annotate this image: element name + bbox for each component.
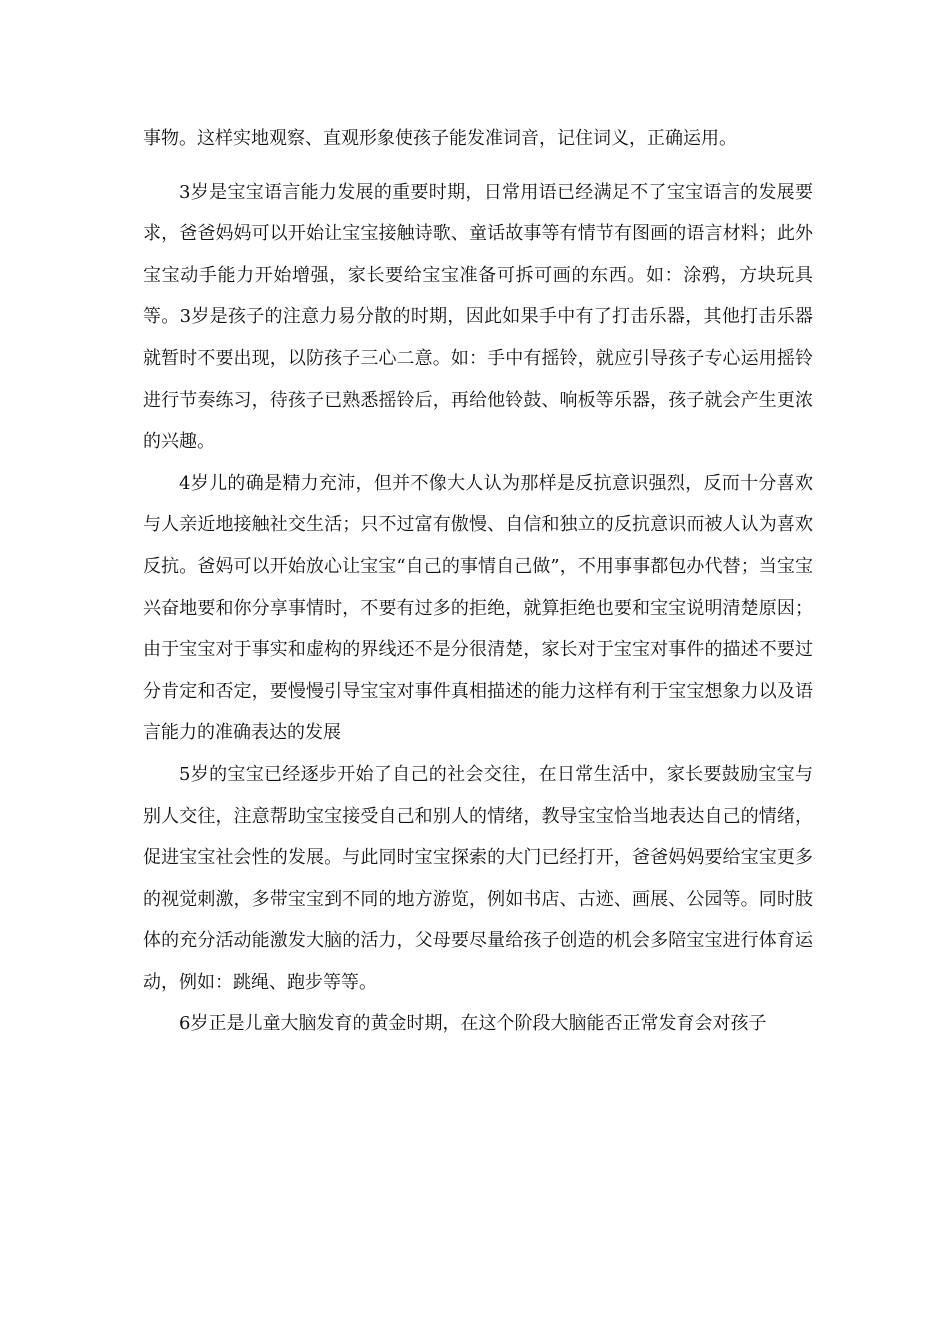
paragraph-age-5: 5岁的宝宝已经逐步开始了自己的社会交往，在日常生活中，家长要鼓励宝宝与别人交往，注意帮助宝宝接受自己和别人的情绪，教导宝宝恰当地表达自己的情绪，促进宝宝社会性的发展。与此同时宝宝探索的大门已经打开，爸爸妈妈要给宝宝更多的视觉刺激，多带宝宝到不同的地方游览，例如书店、古迹、画展、公园等。同时肢体的充分活动能激发大脑的活力，父母要尽量给孩子创造的机会多陪宝宝进行体育运动，例如：跳绳、跑步等等。 (143, 763, 813, 993)
paragraph-age-3: 3岁是宝宝语言能力发展的重要时期，日常用语已经满足不了宝宝语言的发展要求，爸爸妈妈可以开始让宝宝接触诗歌、童话故事等有情节有图画的语言材料；此外宝宝动手能力开始增强，家长要给宝宝准备可拆可画的东西。如：涂鸦，方块玩具等。3岁是孩子的注意力易分散的时期，因此如果手中有了打击乐器，其他打击乐器就暂时不要出现，以防孩子三心二意。如：手中有摇铃，就应引导孩子专心运用摇铃进行节奏练习，待孩子已熟悉摇铃后，再给他铃鼓、响板等乐器，孩子就会产生更浓的兴趣。 (143, 181, 813, 453)
paragraph-age-6: 6岁正是儿童大脑发育的黄金时期，在这个阶段大脑能否正常发育会对孩子 (179, 1013, 767, 1035)
paragraph-age-4: 4岁儿的确是精力充沛，但并不像大人认为那样是反抗意识强烈，反而十分喜欢与人亲近地接触社交生活；只不过富有傲慢、自信和独立的反抗意识而被人认为喜欢反抗。爸妈可以开始放心让宝宝“自己的事情自己做”，不用事事都包办代替；当宝宝兴奋地要和你分享事情时，不要有过多的拒绝，就算拒绝也要和宝宝说明清楚原因；由于宝宝对于事实和虚构的界线还不是分很清楚，家长对于宝宝对事件的描述不要过分肯定和否定，要慢慢引导宝宝对事件真相描述的能力这样有利于宝宝想象力以及语言能力的准确表达的发展 (143, 472, 813, 744)
paragraph-continuation: 事物。这样实地观察、直观形象使孩子能发准词音，记住词义，正确运用。 (143, 128, 737, 149)
document-body (143, 118, 813, 1045)
